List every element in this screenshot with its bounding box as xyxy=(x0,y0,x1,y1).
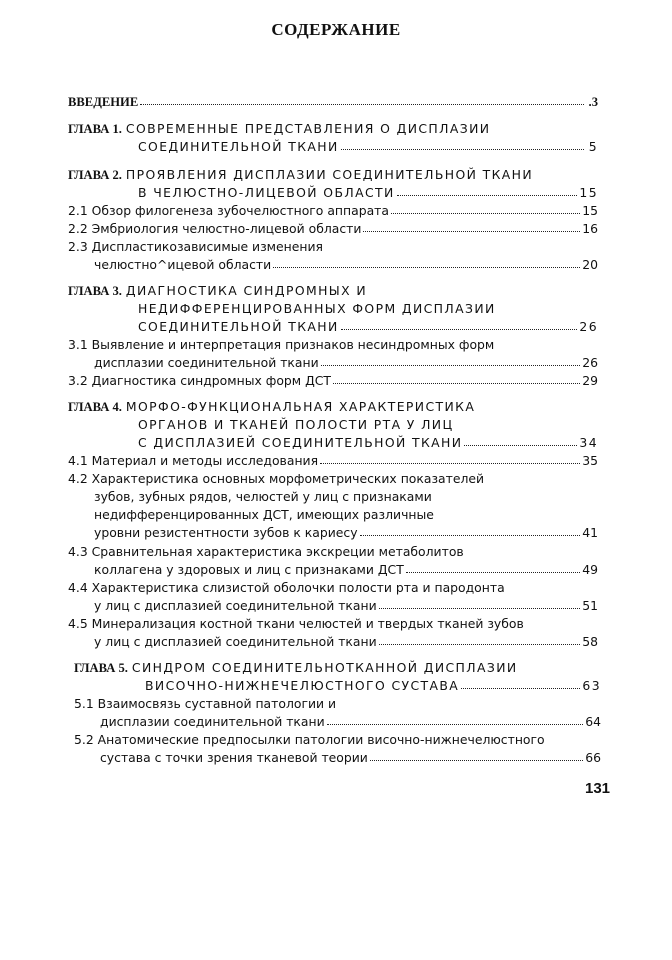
toc-section-4-2-line-2: зубов, зубных рядов, челюстей у лиц с признаками xyxy=(94,489,432,504)
toc-chapter-3-line-2: НЕДИФФЕРЕНЦИРОВАННЫХ ФОРМ ДИСПЛАЗИИ xyxy=(138,301,496,316)
toc-section-3-1-line: дисплазии соединительной ткани 26 xyxy=(94,355,598,370)
toc-section-3-2: 3.2 Диагностика синдромных форм ДСТ 29 xyxy=(68,373,598,388)
dot-leader xyxy=(464,434,577,446)
toc-section-4-2-line-3: недифференцированных ДСТ, имеющих различные xyxy=(94,507,434,522)
page-title: СОДЕРЖАНИЕ xyxy=(271,20,401,39)
dot-leader xyxy=(327,713,584,725)
dot-leader xyxy=(321,354,581,366)
toc-section-2-1: 2.1 Обзор филогенеза зубочелюстного аппарата 15 xyxy=(68,203,598,218)
toc-chapter-4-heading: ГЛАВА 4. МОРФО-ФУНКЦИОНАЛЬНАЯ ХАРАКТЕРИСТИКА xyxy=(68,399,476,414)
dot-leader xyxy=(379,597,581,609)
toc-chapter-4-line-3: С ДИСПЛАЗИЕЙ СОЕДИНИТЕЛЬНОЙ ТКАНИ 34 xyxy=(138,435,598,450)
dot-leader xyxy=(406,561,580,573)
toc-section-5-2-line-1: 5.2 Анатомические предпосылки патологии височно-нижнечелюстного xyxy=(74,732,545,747)
page-number: 131 xyxy=(585,780,611,797)
toc-section-4-2-line-4: уровни резистентности зубов к кариесу 41 xyxy=(94,525,598,540)
dot-leader xyxy=(341,138,584,150)
toc-chapter-4-line-2: ОРГАНОВ И ТКАНЕЙ ПОЛОСТИ РТА У ЛИЦ xyxy=(138,417,454,432)
toc-section-2-3-line: челюстно^ицевой области 20 xyxy=(94,257,598,272)
toc-section-5-1-line-2: дисплазии соединительной ткани 64 xyxy=(100,714,601,729)
toc-section-4-2-line-1: 4.2 Характеристика основных морфометрических показателей xyxy=(68,471,485,486)
toc-section-4-4-line-1: 4.4 Характеристика слизистой оболочки полости рта и пародонта xyxy=(68,580,505,595)
toc-section-4-3-line-2: коллагена у здоровых и лиц с признаками ДСТ 49 xyxy=(94,562,598,577)
toc-chapter-5-heading: ГЛАВА 5. СИНДРОМ СОЕДИНИТЕЛЬНОТКАННОЙ ДИСПЛАЗИИ xyxy=(74,660,518,675)
toc-chapter-1-heading: ГЛАВА 1. СОВРЕМЕННЫЕ ПРЕДСТАВЛЕНИЯ О ДИСПЛАЗИИ xyxy=(68,121,491,136)
toc-section-4-4-line-2: у лиц с дисплазией соединительной ткани 51 xyxy=(94,598,598,613)
dot-leader xyxy=(333,372,580,384)
dot-leader xyxy=(379,633,581,645)
toc-chapter-1-line: СОЕДИНИТЕЛЬНОЙ ТКАНИ 5 xyxy=(138,139,598,154)
dot-leader xyxy=(461,677,580,689)
toc-chapter-2-line: В ЧЕЛЮСТНО-ЛИЦЕВОЙ ОБЛАСТИ 15 xyxy=(138,185,598,200)
toc-chapter-5-line: ВИСОЧНО-НИЖНЕЧЕЛЮСТНОГО СУСТАВА 63 xyxy=(145,678,601,693)
toc-chapter-3-line-3: СОЕДИНИТЕЛЬНОЙ ТКАНИ 26 xyxy=(138,319,598,334)
toc-section-4-5-line-2: у лиц с дисплазией соединительной ткани 58 xyxy=(94,634,598,649)
toc-section-5-1-line-1: 5.1 Взаимосвязь суставной патологии и xyxy=(74,696,337,711)
toc-entry-introduction: ВВЕДЕНИЕ .3 xyxy=(68,95,598,109)
toc-section-4-3-line-1: 4.3 Сравнительная характеристика экскреции метаболитов xyxy=(68,544,464,559)
toc-section-4-1: 4.1 Материал и методы исследования 35 xyxy=(68,453,598,468)
dot-leader xyxy=(320,452,580,464)
dot-leader xyxy=(273,256,580,268)
toc-section-2-2: 2.2 Эмбриология челюстно-лицевой области 16 xyxy=(68,221,598,236)
toc-section-5-2-line-2: сустава с точки зрения тканевой теории 66 xyxy=(100,750,601,765)
toc-section-2-3-heading: 2.3 Диспластикозависимые изменения xyxy=(68,239,323,254)
toc-chapter-3-heading: ГЛАВА 3. ДИАГНОСТИКА СИНДРОМНЫХ И xyxy=(68,283,368,298)
dot-leader xyxy=(341,318,578,330)
dot-leader xyxy=(370,749,583,761)
dot-leader xyxy=(140,93,584,105)
toc-chapter-2-heading: ГЛАВА 2. ПРОЯВЛЕНИЯ ДИСПЛАЗИИ СОЕДИНИТЕЛЬНОЙ ТКАНИ xyxy=(68,167,534,182)
dot-leader xyxy=(360,524,581,536)
dot-leader xyxy=(391,202,580,214)
toc-section-4-5-line-1: 4.5 Минерализация костной ткани челюстей и твердых тканей зубов xyxy=(68,616,524,631)
dot-leader xyxy=(363,220,580,232)
dot-leader xyxy=(397,184,578,196)
toc-section-3-1-heading: 3.1 Выявление и интерпретация признаков несиндромных форм xyxy=(68,337,495,352)
